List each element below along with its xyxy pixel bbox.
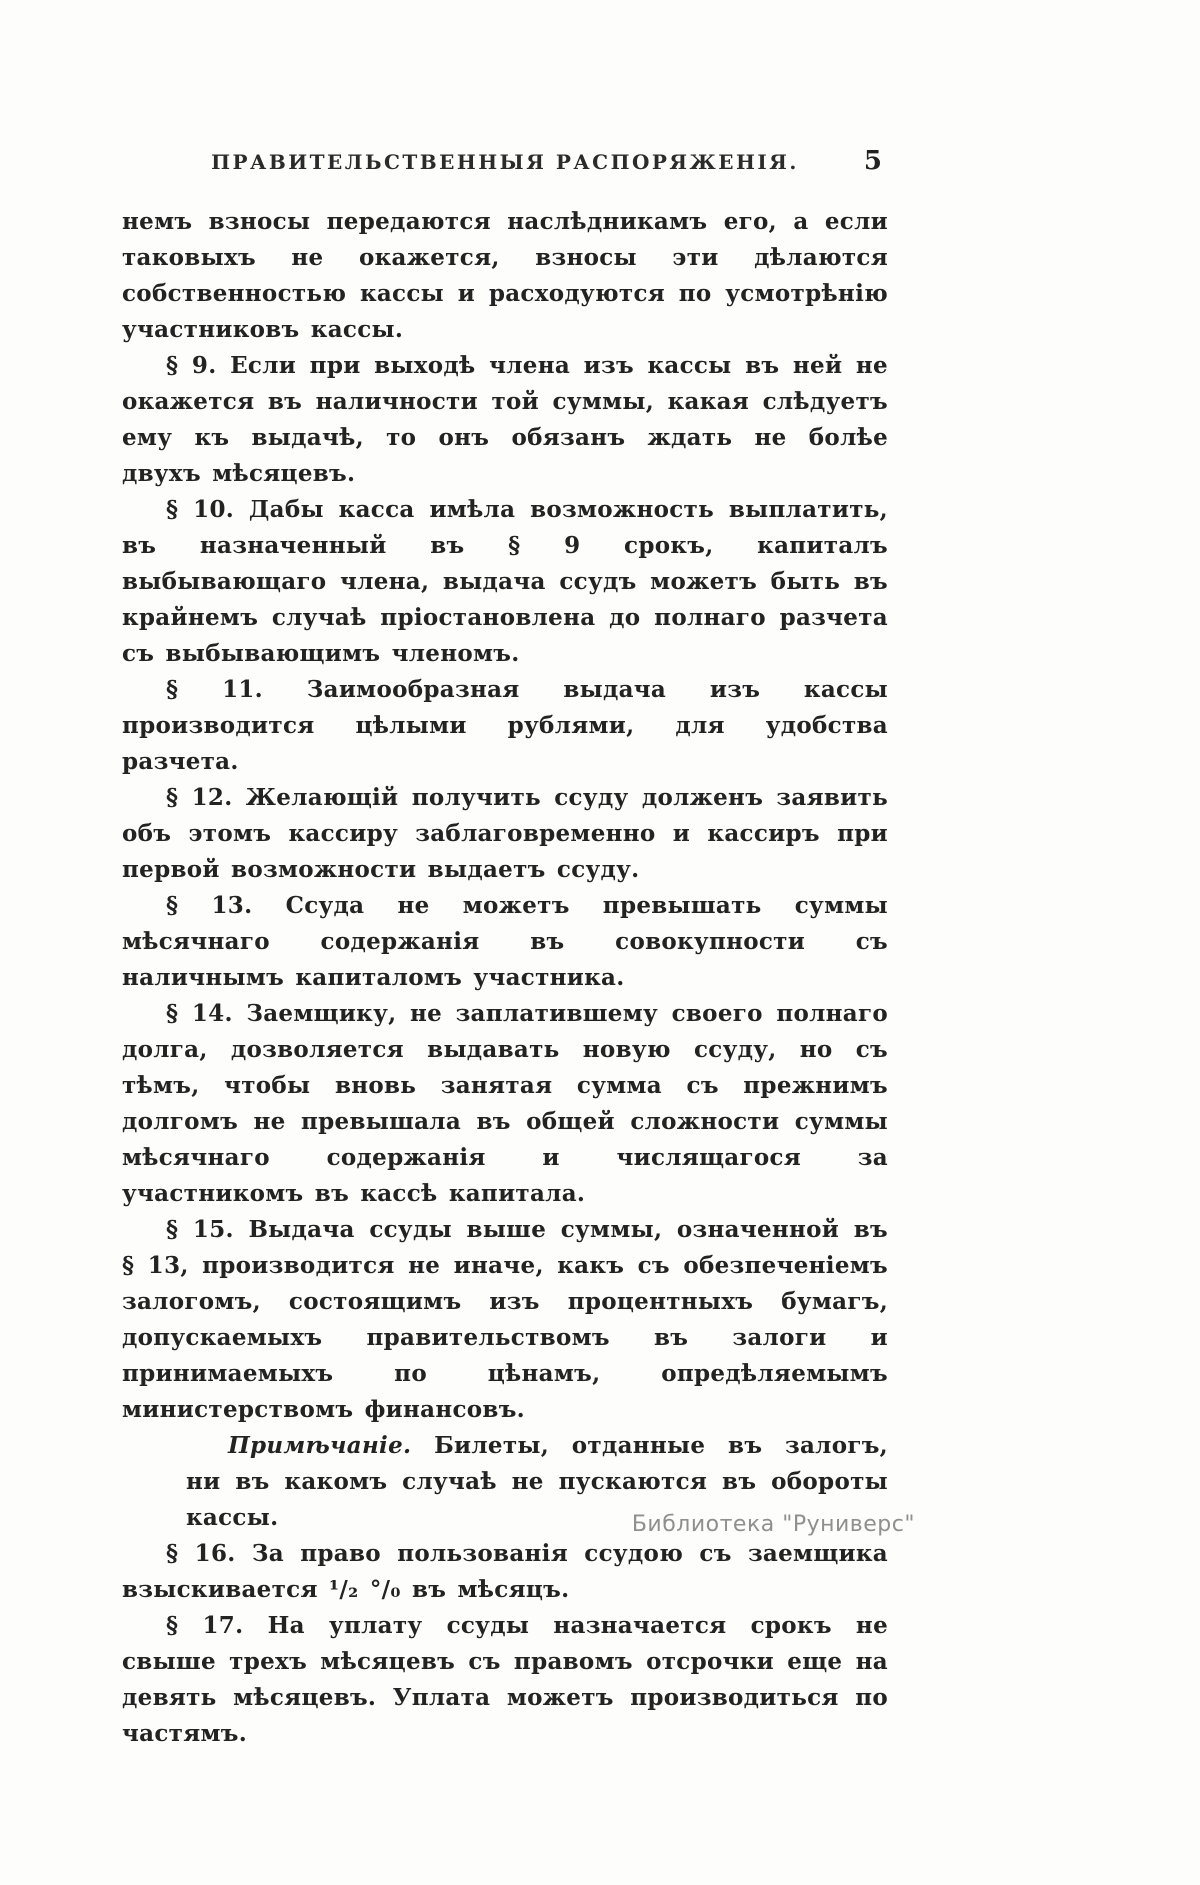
page-number: 5 [863,146,882,176]
body-paragraph: § 16. За право пользованія ссудою съ заемщика взыскивается ¹/₂ °/₀ въ мѣсяцъ. [122,1540,888,1603]
body-paragraph: § 13. Ссуда не можетъ превышать суммы мѣсячнаго содержанія въ совокупности съ наличнымъ капиталомъ участника. [122,892,888,991]
library-watermark: Библиотека "Руниверс" [631,1512,915,1537]
note-paragraph: Примѣчаніе. Билеты, отданные въ залогъ, ни въ какомъ случаѣ не пускаются въ обороты кассы. [186,1432,888,1531]
note-label: Примѣчаніе. [228,1432,435,1459]
body-paragraph: § 10. Дабы касса имѣла возможность выплатить, въ назначенный въ § 9 срокъ, капиталъ выбывающаго члена, выдача ссудъ можетъ быть въ крайнемъ случаѣ пріостановлена до полнаго разчета съ выбывающимъ членомъ. [122,496,888,667]
body-paragraph: § 17. На уплату ссуды назначается срокъ не свыше трехъ мѣсяцевъ съ правомъ отсрочки еще на девять мѣсяцевъ. Уплата можетъ производиться по частямъ. [122,1612,888,1747]
body-paragraph: § 14. Заемщику, не заплатившему своего полнаго долга, дозволяется выдавать новую ссуду, но съ тѣмъ, чтобы вновь занятая сумма съ прежнимъ долгомъ не превышала въ общей сложности суммы мѣсячнаго содержанія и числящагося за участникомъ въ кассѣ капитала. [122,1000,888,1207]
body-paragraph: § 15. Выдача ссуды выше суммы, означенной въ § 13, производится не иначе, какъ съ обезпеченіемъ залогомъ, состоящимъ изъ процентныхъ бумагъ, допускаемыхъ правительствомъ въ залоги и принимаемыхъ по цѣнамъ, опредѣляемымъ министерствомъ финансовъ. [122,1216,888,1423]
body-paragraph: немъ взносы передаются наслѣдникамъ его, а если таковыхъ не окажется, взносы эти дѣлаются собственностью кассы и расходуются по усмотрѣнію участниковъ кассы. [122,208,888,343]
body-paragraph: § 9. Если при выходѣ члена изъ кассы въ ней не окажется въ наличности той суммы, какая слѣдуетъ ему къ выдачѣ, то онъ обязанъ ждать не болѣе двухъ мѣсяцевъ. [122,352,888,487]
page-header [122,146,888,184]
running-title: ПРАВИТЕЛЬСТВЕННЫЯ РАСПОРЯЖЕНІЯ. [211,150,799,174]
body-paragraph: § 12. Желающій получить ссуду долженъ заявить объ этомъ кассиру заблаговременно и кассиръ при первой возможности выдаетъ ссуду. [122,784,888,883]
body-paragraph: § 11. Заимообразная выдача изъ кассы производится цѣлыми рублями, для удобства разчета. [122,676,888,775]
